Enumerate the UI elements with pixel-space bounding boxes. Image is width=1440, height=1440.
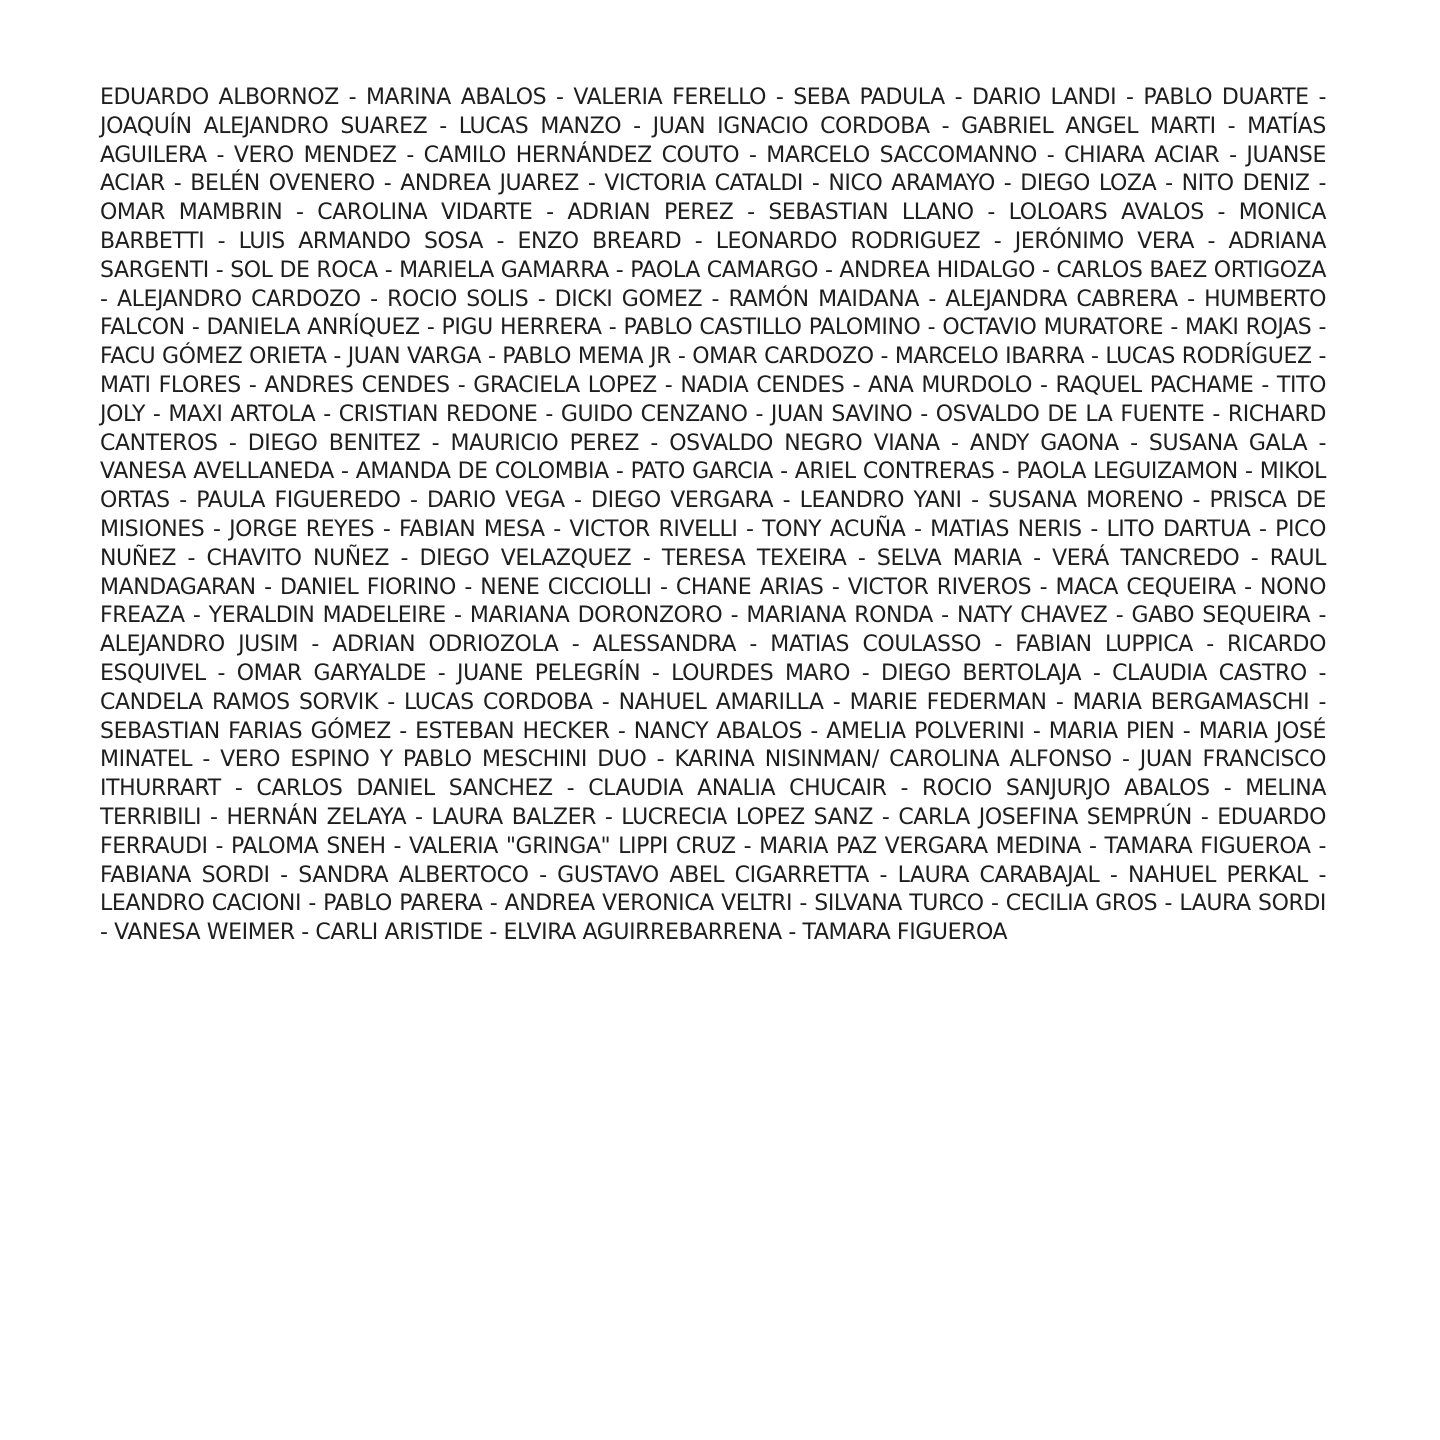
names-list-text: EDUARDO ALBORNOZ - MARINA ABALOS - VALERIA FERELLO - SEBA PADULA - DARIO LANDI - PABLO DUARTE - JOAQUÍN ALEJANDRO SUAREZ - LUCAS MANZO - JUAN IGNACIO CORDOBA - GABRIEL ANGEL MARTI - MATÍAS AGUILERA - VERO MENDEZ - CAMILO HERNÁNDEZ COUTO - MARCELO SACCOMANNO - CHIARA ACIAR - JUANSE ACIAR - BELÉN OVENERO - ANDREA JUAREZ - VICTORIA CATALDI - NICO ARAMAYO - DIEGO LOZA - NITO DENIZ - OMAR MAMBRIN - CAROLINA VIDARTE - ADRIAN PEREZ - SEBASTIAN LLANO - LOLOARS AVALOS - MONICA BARBETTI - LUIS ARMANDO SOSA - ENZO BREARD - LEONARDO RODRIGUEZ - JERÓNIMO VERA - ADRIANA SARGENTI - SOL DE ROCA - MARIELA GAMARRA - PAOLA CAMARGO - ANDREA HIDALGO - CARLOS BAEZ ORTIGOZA - ALEJANDRO CARDOZO - ROCIO SOLIS - DICKI GOMEZ - RAMÓN MAIDANA - ALEJANDRA CABRERA - HUMBERTO FALCON - DANIELA ANRÍQUEZ - PIGU HERRERA - PABLO CASTILLO PALOMINO - OCTAVIO MURATORE - MAKI ROJAS - FACU GÓMEZ ORIETA - JUAN VARGA - PABLO MEMA JR - OMAR CARDOZO - MARCELO IBARRA - LUCAS RODRÍGUEZ - MATI FLORES - ANDRES CENDES - GRACIELA LOPEZ - NADIA CENDES - ANA MURDOLO - RAQUEL PACHAME - TITO JOLY - MAXI ARTOLA - CRISTIAN REDONE - GUIDO CENZANO - JUAN SAVINO - OSVALDO DE LA FUENTE - RICHARD CANTEROS - DIEGO BENITEZ - MAURICIO PEREZ - OSVALDO NEGRO VIANA - ANDY GAONA - SUSANA GALA - VANESA AVELLANEDA - AMANDA DE COLOMBIA - PATO GARCIA - ARIEL CONTRERAS - PAOLA LEGUIZAMON - MIKOL ORTAS - PAULA FIGUEREDO - DARIO VEGA - DIEGO VERGARA - LEANDRO YANI - SUSANA MORENO - PRISCA DE MISIONES - JORGE REYES - FABIAN MESA - VICTOR RIVELLI - TONY ACUÑA - MATIAS NERIS - LITO DARTUA - PICO NUÑEZ - CHAVITO NUÑEZ - DIEGO VELAZQUEZ - TERESA TEXEIRA - SELVA MARIA - VERÁ TANCREDO - RAUL MANDAGARAN - DANIEL FIORINO - NENE CICCIOLLI - CHANE ARIAS - VICTOR RIVEROS - MACA CEQUEIRA - NONO FREAZA - YERALDIN MADELEIRE - MARIANA DORONZORO - MARIANA RONDA - NATY CHAVEZ - GABO SEQUEIRA - ALEJANDRO JUSIM - ADRIAN ODRIOZOLA - ALESSANDRA - MATIAS COULASSO - FABIAN LUPPICA - RICARDO ESQUIVEL - OMAR GARYALDE - JUANE PELEGRÍN - LOURDES MARO - DIEGO BERTOLAJA - CLAUDIA CASTRO - CANDELA RAMOS SORVIK - LUCAS CORDOBA - NAHUEL AMARILLA - MARIE FEDERMAN - MARIA BERGAMASCHI - SEBASTIAN FARIAS GÓMEZ - ESTEBAN HECKER - NANCY ABALOS - AMELIA POLVERINI - MARIA PIEN - MARIA JOSÉ MINATEL - VERO ESPINO Y PABLO MESCHINI DUO - KARINA NISINMAN/ CAROLINA ALFONSO - JUAN FRANCISCO ITHURRART - CARLOS DANIEL SANCHEZ - CLAUDIA ANALIA CHUCAIR - ROCIO SANJURJO ABALOS - MELINA TERRIBILI - HERNÁN ZELAYA - LAURA BALZER - LUCRECIA LOPEZ SANZ - CARLA JOSEFINA SEMPRÚN - EDUARDO FERRAUDI - PALOMA SNEH - VALERIA "GRINGA" LIPPI CRUZ - MARIA PAZ VERGARA MEDINA - TAMARA FIGUEROA - FABIANA SORDI - SANDRA ALBERTOCO - GUSTAVO ABEL CIGARRETTA - LAURA CARABAJAL - NAHUEL PERKAL - LEANDRO CACIONI - PABLO PARERA - ANDREA VERONICA VELTRI - SILVANA TURCO - CECILIA GROS - LAURA SORDI - VANESA WEIMER - CARLI ARISTIDE - ELVIRA AGUIRREBARRENA - TAMARA FIGUEROA xyxy=(100,85,1326,946)
